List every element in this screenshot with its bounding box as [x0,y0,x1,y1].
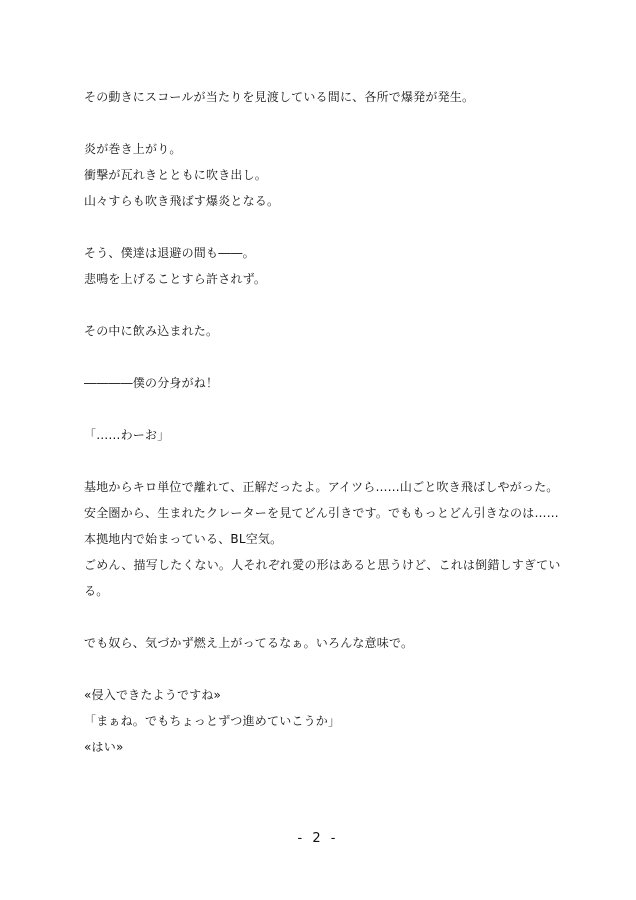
text-line: 炎が巻き上がり。 [84,142,182,156]
text-line: その中に飲み込まれた。 [84,324,219,338]
text-line: ――――僕の分身がね！ [84,376,219,390]
text-line: 安全圏から、生まれたクレーターを見てどん引きです。でももっとどん引きなのは…… [84,506,559,520]
text-line: 本拠地内で始まっている、BL空気。 [84,532,283,546]
page-number: - 2 - [297,831,339,846]
text-line: 山々すらも吹き飛ばす爆炎となる。 [84,194,280,208]
text-line: る。 [84,584,109,598]
text-line: «侵入できたようですね» [84,688,222,702]
text-line: 「まぁね。でもちょっとずつ進めていこうか」 [84,714,341,728]
text-line: 衝撃が瓦れきとともに吹き出し。 [84,168,268,182]
text-line: そう、僕達は退避の間も――。 [84,246,255,260]
text-line: その動きにスコールが当たりを見渡している間に、各所で爆発が発生。 [84,90,475,104]
text-line: 悲鳴を上げることすら許されず。 [84,272,267,286]
text-line: 「……わーお」 [84,428,170,442]
text-line: «はい» [84,740,124,754]
text-line: 基地からキロ単位で離れて、正解だったよ。アイツら……山ごと吹き飛ばしやがった。 [84,480,559,494]
text-line: ごめん、描写したくない。人それぞれ愛の形はあると思うけど、これは倒錯しすぎてい [84,558,561,572]
text-line: でも奴ら、気づかず燃え上がってるなぁ。いろんな意味で。 [84,636,414,650]
